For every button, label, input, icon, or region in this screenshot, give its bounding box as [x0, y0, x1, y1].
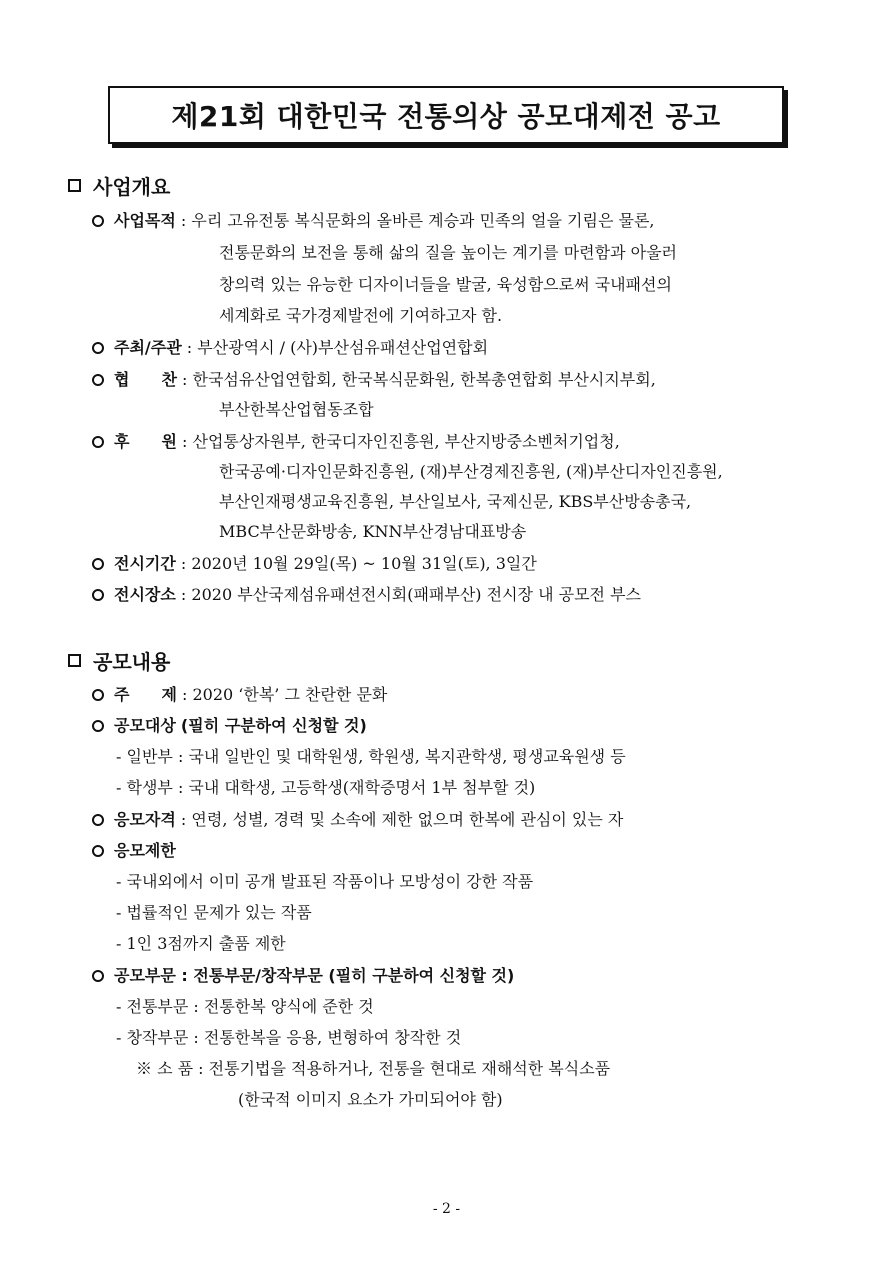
restriction-label: 응모제한 — [114, 841, 176, 860]
sponsor-row — [92, 432, 620, 452]
host-label: 주최/주관 — [114, 338, 182, 357]
cooperation-row — [92, 370, 656, 390]
purpose-text-3: 창의력 있는 유능한 디자이너들을 발굴, 육성함으로써 국내패션의 — [219, 275, 672, 294]
target-label: 공모대상 — [114, 716, 176, 735]
circle-bullet-icon — [92, 720, 104, 732]
purpose-text-1: 우리 고유전통 복식문화의 올바른 계승과 민족의 얼을 기림은 물론, — [191, 211, 655, 230]
host-row — [92, 338, 488, 358]
period-row — [92, 554, 537, 574]
category-item-traditional: - 전통부문 : 전통한복 양식에 준한 것 — [116, 997, 374, 1016]
circle-bullet-icon — [92, 436, 104, 448]
section-heading-content — [68, 646, 170, 675]
qualification-label: 응모자격 — [114, 810, 176, 829]
target-row — [92, 716, 367, 736]
purpose-text-2: 전통문화의 보전을 통해 삶의 질을 높이는 계기를 마련함과 아울러 — [219, 243, 678, 262]
restriction-item-1: - 국내외에서 이미 공개 발표된 작품이나 모방성이 강한 작품 — [116, 872, 534, 891]
host-colon: : — [186, 338, 193, 357]
venue-row — [92, 585, 641, 605]
venue-label: 전시장소 — [114, 585, 176, 604]
theme-value: 2020 ‘한복’ 그 찬란한 문화 — [192, 685, 388, 704]
cooperation-label: 협 찬 — [114, 370, 177, 389]
target-note: (필히 구분하여 신청할 것) — [180, 716, 367, 735]
section-title: 공모내용 — [93, 650, 171, 674]
square-bullet-icon — [68, 179, 81, 192]
page-number: - 2 - — [432, 1201, 461, 1217]
sponsor-label: 후 원 — [114, 432, 177, 451]
qualification-colon: : — [180, 810, 187, 829]
circle-bullet-icon — [92, 845, 104, 857]
circle-bullet-icon — [92, 342, 104, 354]
section-heading-overview — [68, 171, 170, 200]
purpose-colon: : — [180, 211, 187, 230]
purpose-text-4: 세계화로 국가경제발전에 기여하고자 함. — [219, 306, 503, 325]
theme-row — [92, 685, 387, 705]
category-item-creative: - 창작부문 : 전통한복을 응용, 변형하여 창작한 것 — [116, 1028, 462, 1047]
circle-bullet-icon — [92, 689, 104, 701]
qualification-row — [92, 810, 623, 830]
circle-bullet-icon — [92, 558, 104, 570]
sponsor-text-3: 부산인재평생교육진흥원, 부산일보사, 국제신문, KBS부산방송총국, — [219, 492, 692, 511]
qualification-value: 연령, 성별, 경력 및 소속에 제한 없으며 한복에 관심이 있는 자 — [191, 810, 624, 829]
period-value: 2020년 10월 29일(목) ~ 10월 31일(토), 3일간 — [191, 554, 537, 573]
theme-label: 주 제 — [114, 685, 177, 704]
page-title: 제21회 대한민국 전통의상 공모대제전 공고 — [108, 86, 784, 144]
period-colon: : — [180, 554, 187, 573]
cooperation-text-2: 부산한복산업협동조합 — [219, 400, 374, 419]
purpose-label: 사업목적 — [114, 211, 176, 230]
venue-value: 2020 부산국제섬유패션전시회(패패부산) 전시장 내 공모전 부스 — [191, 585, 641, 604]
section-title: 사업개요 — [93, 175, 171, 199]
sponsor-text-1: 산업통상자원부, 한국디자인진흥원, 부산지방중소벤처기업청, — [192, 432, 620, 451]
cooperation-colon: : — [182, 370, 188, 389]
restriction-row — [92, 841, 176, 861]
cooperation-text-1: 한국섬유산업연합회, 한국복식문화원, 한복총연합회 부산시지부회, — [192, 370, 656, 389]
circle-bullet-icon — [92, 374, 104, 386]
category-note-1: ※ 소 품 : 전통기법을 적용하거나, 전통을 현대로 재해석한 복식소품 — [136, 1059, 611, 1078]
circle-bullet-icon — [92, 215, 104, 227]
circle-bullet-icon — [92, 589, 104, 601]
target-item-student: - 학생부 : 국내 대학생, 고등학생(재학증명서 1부 첨부할 것) — [116, 778, 536, 797]
category-row — [92, 966, 514, 986]
circle-bullet-icon — [92, 970, 104, 982]
host-value: 부산광역시 / (사)부산섬유패션산업연합회 — [197, 338, 489, 357]
category-label: 공모부문 : 전통부문/창작부문 (필히 구분하여 신청할 것) — [114, 966, 515, 985]
circle-bullet-icon — [92, 814, 104, 826]
period-label: 전시기간 — [114, 554, 176, 573]
purpose-row — [92, 211, 655, 231]
target-item-general: - 일반부 : 국내 일반인 및 대학원생, 학원생, 복지관학생, 평생교육원생 등 — [116, 747, 626, 766]
sponsor-text-4: MBC부산문화방송, KNN부산경남대표방송 — [219, 522, 527, 541]
restriction-item-2: - 법률적인 문제가 있는 작품 — [116, 903, 312, 922]
square-bullet-icon — [68, 654, 81, 667]
restriction-item-3: - 1인 3점까지 출품 제한 — [116, 934, 286, 953]
venue-colon: : — [180, 585, 187, 604]
category-note-2: (한국적 이미지 요소가 가미되어야 함) — [238, 1090, 503, 1109]
theme-colon: : — [182, 685, 188, 704]
sponsor-colon: : — [182, 432, 188, 451]
sponsor-text-2: 한국공예·디자인문화진흥원, (재)부산경제진흥원, (재)부산디자인진흥원, — [219, 462, 723, 481]
